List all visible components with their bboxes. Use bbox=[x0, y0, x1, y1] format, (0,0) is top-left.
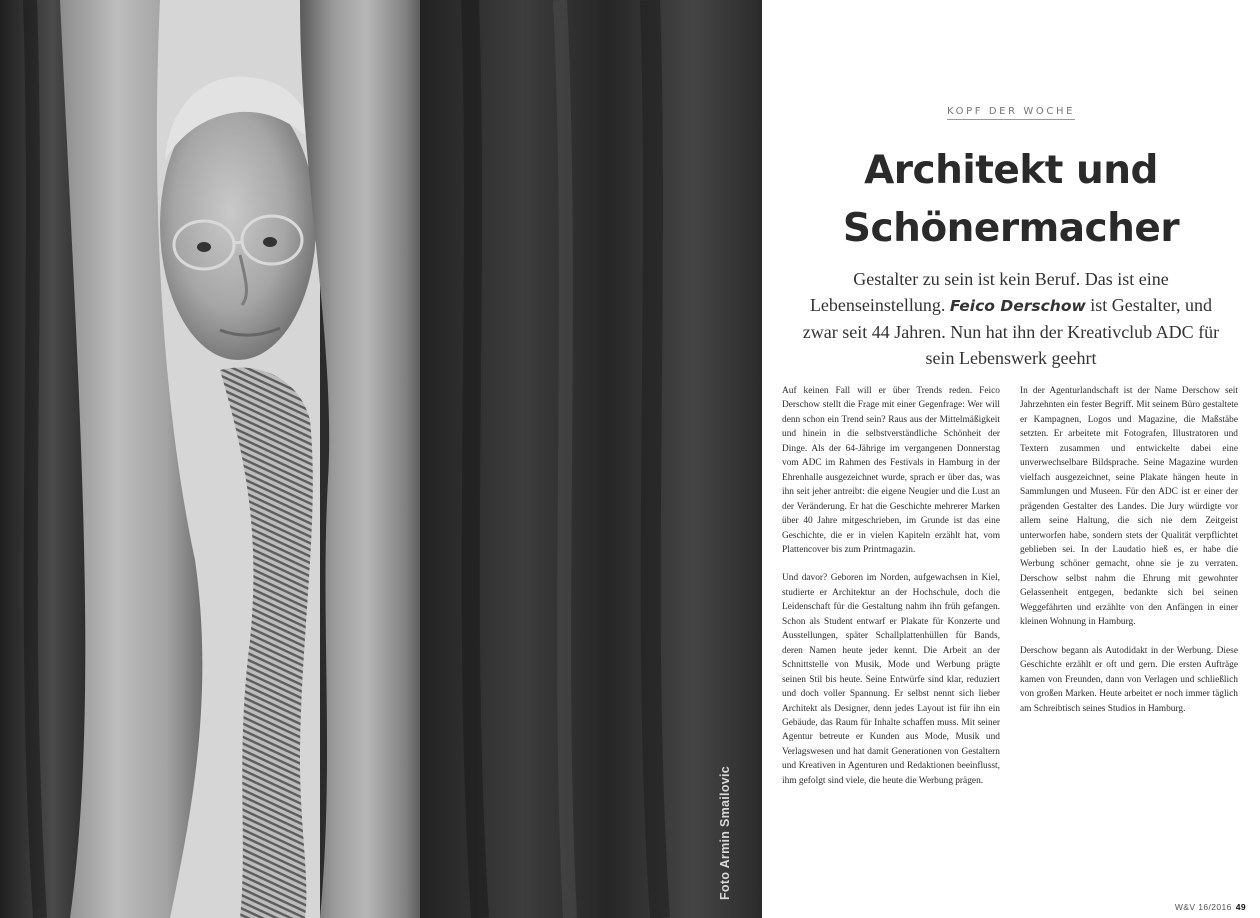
body-paragraph: Auf keinen Fall will er über Trends reden. Feico Derschow stellt die Frage mit einer Gegenfrage: Wer will denn schon ein Trend sein? Raus aus der Mittelmäßigkeit und hinein in die selbstverständliche Schönheit der Dinge. Als der 64-Jährige im vergangenen Donnerstag vom ADC im Rahmen des Festivals in Hamburg in der Ehrenhalle ausgezeichnet wurde, sprach er über das, was ihn seit jeher antreibt: die eigene Neugier und die Lust an der Veränderung. Er hat die Geschichte mehrerer Marken über 40 Jahre mitgeschrieben, im Grunde ist das eine Geschichte, die er in vielen Kapiteln erzählt hat, vom Plattencover bis zum Printmagazin. bbox=[782, 386, 1000, 555]
article-page bbox=[762, 0, 1260, 918]
body-paragraph: Derschow begann als Autodidakt in der Werbung. Diese Geschichte erzählt er oft und gern. Die ersten Aufträge kamen von Freunden, dann von Verlagen und schließlich von großen Marken. Heute arbeitet er noch immer täglich am Schreibtisch seines Studios in Hamburg. bbox=[1020, 645, 1238, 714]
folio-issue: W&V 16/2016 bbox=[1174, 902, 1232, 912]
standfirst-part-1: Gestalter zu sein ist kein Beruf. Das ist eine Lebenseinstellung. bbox=[809, 269, 1169, 315]
kicker-label: KOPF DER WOCHE bbox=[947, 106, 1075, 120]
headline bbox=[762, 142, 1260, 258]
body-paragraph: Und davor? Geboren im Norden, aufgewachsen in Kiel, studierte er Architektur an der Hochschule, doch die Leidenschaft für die Gestaltung nahm ihn früh gefangen. Schon als Student entwarf er Plakate für Konzerte und Ausstellungen, später Schallplattenhüllen für Bands, deren Namen heute jeder kennt. Die Arbeit an der Schnittstelle von Musik, Mode und Werbung prägte seinen Stil bis heute. Seine Entwürfe sind klar, reduziert und doch voller Spannung. Er selbst nennt sich lieber Architekt als Designer, denn jedes Layout ist für ihn ein Gebäude, das Raum für Inhalte schaffen muss. Mit seiner Agentur betreute er Kunden aus Mode, Musik und Verlagswesen und hat damit Generationen von Gestaltern und Kreativen in Agenturen und Redaktionen beeinflusst, ihm gefolgt sind viele, die heute die Werbung prägen. bbox=[782, 573, 1000, 786]
headline-line-2: Schönermacher bbox=[842, 206, 1180, 251]
page-folio bbox=[1175, 902, 1246, 912]
standfirst-part-2: ist Gestalter, und zwar seit 44 Jahren. Nun hat ihn der Kreativclub ADC für sein Lebenswerk geehrt bbox=[802, 295, 1220, 368]
folio-page-number: 49 bbox=[1235, 902, 1246, 912]
section-kicker bbox=[762, 106, 1260, 117]
body-paragraph: In der Agenturlandschaft ist der Name Derschow seit Jahrzehnten ein fester Begriff. Mit seinem Büro gestaltete er Kampagnen, Logos und Magazine, die Maßstäbe setzten. Er arbeitete mit Fotografen, Illustratoren und Textern zusammen und entwickelte dabei eine unverwechselbare Bildsprache. Seine Magazine wurden vielfach ausgezeichnet, seine Plakate hängen heute in Sammlungen und Museen. Für den ADC ist er einer der prägenden Gestalter des Landes. Die Jury würdigte vor allem seine Haltung, die sich nie dem Zeitgeist unterworfen habe, sondern stets der Qualität verpflichtet geblieben sei. In der Laudatio hieß es, er habe die Werbung schöner gemacht, ohne sie je zu verraten. Derschow selbst nahm die Ehrung mit gewohnter Gelassenheit entgegen, bedankte sich bei seinen Weggefährten und erzählte von den Anfängen in einer kleinen Wohnung in Hamburg. bbox=[1020, 386, 1238, 628]
headline-line-1: Architekt und bbox=[864, 148, 1158, 193]
standfirst-name: Feico Derschow bbox=[949, 297, 1086, 315]
body-column-right bbox=[1020, 384, 1238, 730]
standfirst bbox=[792, 266, 1230, 371]
photo-credit: Foto Armin Smailovic bbox=[718, 765, 732, 900]
body-column-left bbox=[782, 384, 1000, 802]
